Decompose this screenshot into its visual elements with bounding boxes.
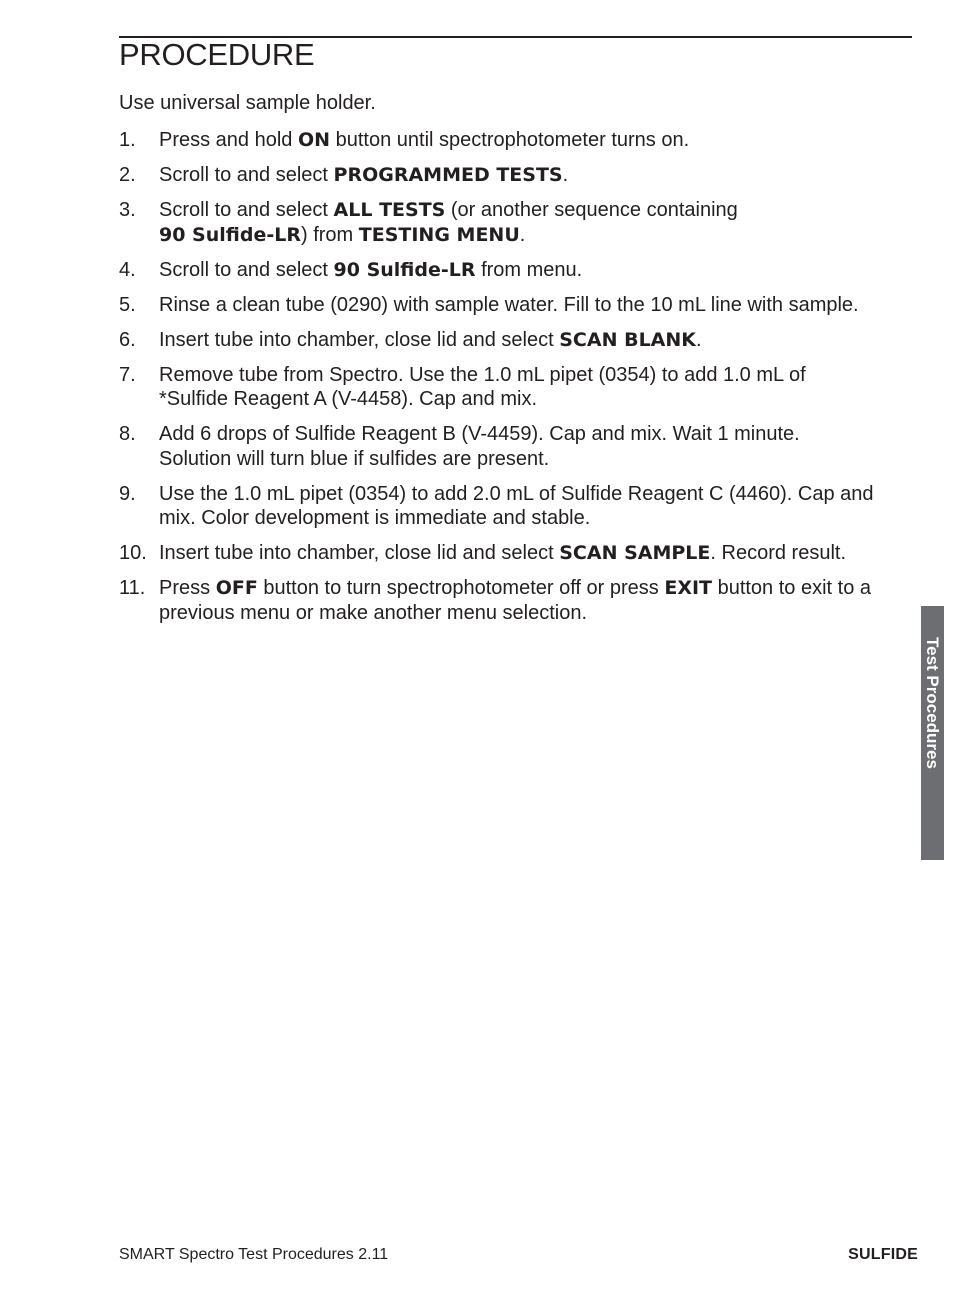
- step-keyword: 90 Sulfide-LR: [333, 258, 476, 281]
- step-2: [119, 163, 914, 188]
- step-text-run: from menu.: [475, 258, 583, 281]
- step-text: [159, 364, 806, 411]
- step-text: [159, 164, 568, 186]
- step-text-run: Scroll to and select: [159, 164, 334, 186]
- step-5: [119, 293, 914, 318]
- step-4: [119, 258, 914, 283]
- step-text: [159, 129, 689, 151]
- step-text: [159, 199, 738, 246]
- page-title: PROCEDURE: [119, 37, 315, 72]
- step-text: [159, 483, 874, 530]
- footer-section-name: SULFIDE: [848, 1246, 918, 1263]
- step-6: [119, 328, 914, 353]
- step-text-run: Insert tube into chamber, close lid and select: [159, 542, 560, 564]
- step-text-run: *Sulfide Reagent A (V-4458). Cap and mix.: [159, 388, 538, 410]
- step-number: 9.: [119, 482, 136, 505]
- side-tab-label: Test Procedures: [923, 637, 942, 769]
- step-number: 11.: [119, 577, 146, 599]
- step-keyword: SCAN BLANK: [559, 328, 697, 351]
- step-text-run: .: [519, 223, 526, 246]
- step-number: 10.: [119, 542, 147, 564]
- step-text-run: Scroll to and select: [159, 199, 334, 221]
- step-text-run: Rinse a clean tube (0290) with sample water. Fill to the 10 mL line with sample.: [159, 293, 859, 316]
- step-text-run: Use the 1.0 mL pipet (0354) to add 2.0 mL of Sulfide Reagent C (4460). Cap and mix. Color development is immediate and stable.: [159, 482, 874, 529]
- step-text-run: button to turn spectrophotometer off or press: [257, 577, 665, 599]
- step-text-run: .: [562, 164, 569, 186]
- step-text-run: Solution will turn blue if sulfides are present.: [159, 447, 550, 470]
- step-text-run: Insert tube into chamber, close lid and select: [159, 328, 560, 351]
- step-keyword: ALL TESTS: [333, 199, 446, 221]
- step-text: [159, 577, 871, 624]
- step-3: [119, 198, 914, 247]
- step-8: [119, 422, 914, 471]
- step-text: [159, 423, 800, 470]
- step-keyword: 90 Sulfide-LR: [159, 223, 301, 246]
- step-11: [119, 576, 914, 625]
- step-text-run: Add 6 drops of Sulfide Reagent B (V-4459). Cap and mix. Wait 1 minute.: [159, 423, 800, 445]
- step-10: [119, 541, 914, 566]
- step-text: [159, 542, 846, 564]
- step-7: [119, 363, 914, 412]
- step-number: 4.: [119, 258, 136, 281]
- step-text: [159, 259, 582, 281]
- step-keyword: TESTING MENU: [358, 223, 520, 246]
- step-number: 7.: [119, 363, 136, 386]
- step-text-run: ) from: [300, 223, 359, 246]
- step-keyword: PROGRAMMED TESTS: [333, 164, 563, 186]
- step-text: [159, 329, 702, 351]
- footer-document-title: SMART Spectro Test Procedures 2.11: [119, 1246, 389, 1263]
- step-text: [159, 294, 859, 316]
- step-text-run: button to exit to a previous menu or make another menu selection.: [159, 577, 872, 624]
- step-text-run: Press and hold: [159, 129, 298, 151]
- step-text-run: (or another sequence containing: [445, 199, 738, 221]
- intro-text: Use universal sample holder.: [119, 92, 376, 114]
- step-text-run: Remove tube from Spectro. Use the 1.0 mL pipet (0354) to add 1.0 mL of: [159, 363, 806, 386]
- step-text-run: Scroll to and select: [159, 258, 334, 281]
- step-keyword: SCAN SAMPLE: [559, 542, 711, 564]
- step-1: [119, 128, 914, 153]
- step-number: 2.: [119, 164, 136, 186]
- step-number: 8.: [119, 423, 136, 445]
- step-9: [119, 482, 914, 531]
- step-text-run: Press: [159, 577, 216, 599]
- step-number: 1.: [119, 129, 136, 151]
- step-text-run: .: [696, 328, 702, 351]
- step-number: 3.: [119, 199, 136, 221]
- step-keyword: OFF: [215, 577, 258, 599]
- step-text-run: . Record result.: [710, 542, 846, 564]
- step-number: 6.: [119, 328, 136, 351]
- step-keyword: ON: [297, 129, 331, 151]
- procedure-steps: [119, 128, 914, 636]
- step-number: 5.: [119, 293, 136, 316]
- step-keyword: EXIT: [664, 577, 713, 599]
- step-text-run: button until spectrophotometer turns on.: [330, 129, 690, 151]
